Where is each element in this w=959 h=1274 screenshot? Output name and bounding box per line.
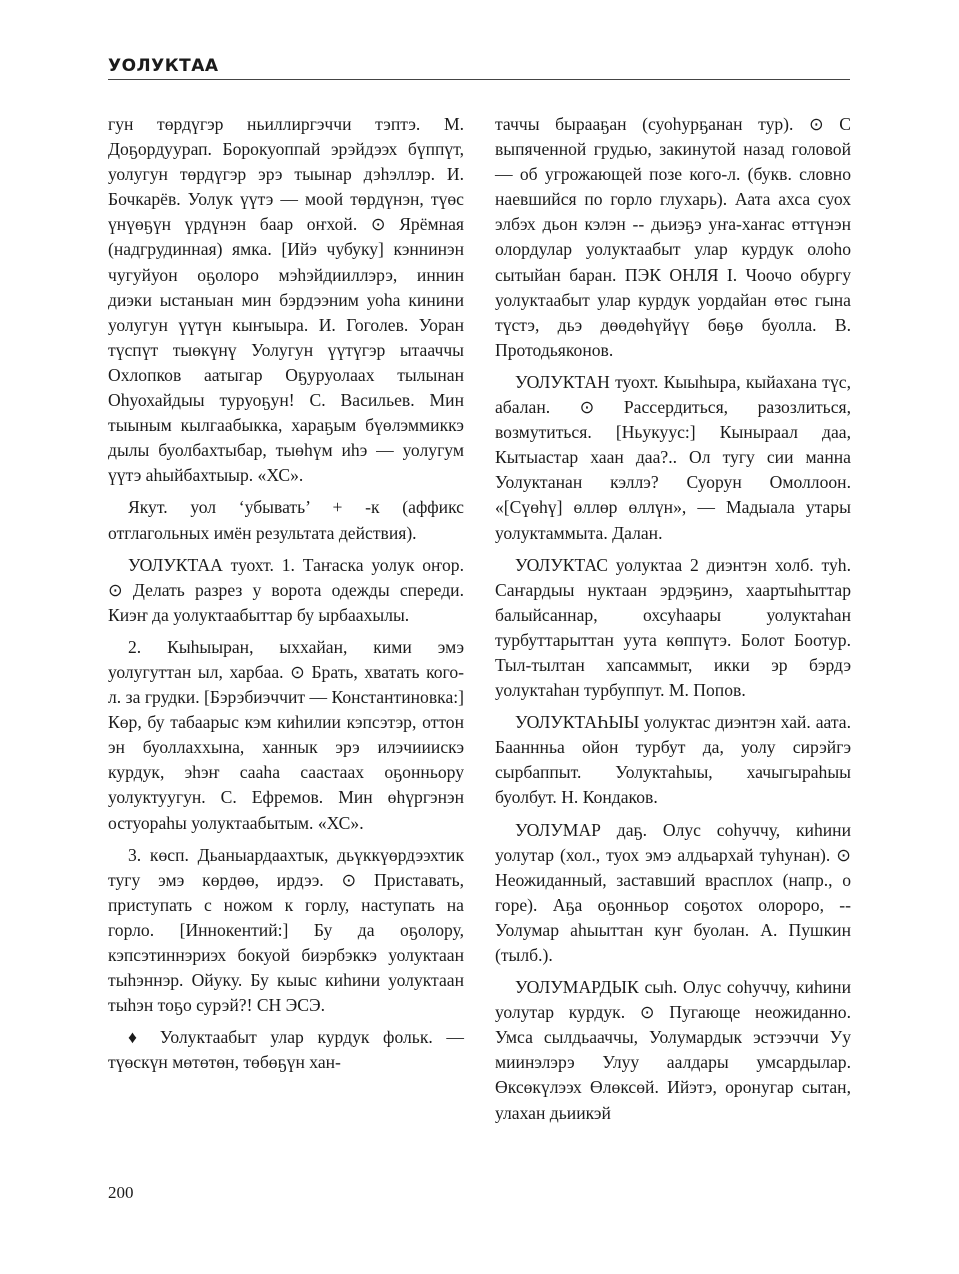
entry-continuation-uoluk: гун төрдүгэр ньиллиргэччи тэптэ. М. Доҕордуурап. Борокуоппай эрэйдээх бүппүт, уолугун төрдүгэр эрэ тыынар дэһэллэр. И. Бочкарёв. Уолук үүтэ — моой төрдүнэн, түөс үнүөҕүн үрдүнэн баар оҥхой. ⊙ Ярёмная (надгрудинная) ямка. [Ийэ чубуку] кэннинэн чугуйуон оҕолоро мэһэйдииллэрэ, иннин диэки ыстаныан мин бэрдээним уоһа кинини уолугун үүтүн кыҥыыра. И. Гоголев. Уоран түспүт тыөкүнү Уолугун үүтүгэр ытааччы Охлопков аатыгар Оҕуруолаах тылынан Оһуохайдыы туруоҕун! С. Васильев. Мин тыыным кылгаабыкка, хараҕым бүөлэммиккэ дылы буолбахтыбар, тыөһүм иһэ — уолугум үүтэ аһыйбахтыыр. «ХС». <box>108 114 464 486</box>
left-column <box>108 112 464 1082</box>
page-number: 200 <box>108 1183 134 1202</box>
entry-uolumar: УОЛУМАР даҕ. Олус соһуччу, киһини уолутар (хол., туох эмэ алдьархай туһунан). ⊙ Неожиданный, заставший врасплох (напр., о горе). Аҕа оҕонньор соҕотох олороро, -- Уолумар аһыыттан куҥ буолан. А. Пушкин (тылб.). <box>495 819 851 965</box>
entry-uolumardyk: УОЛУМАРДЫК сыһ. Олус соһуччу, киһини уолутар курдук. ⊙ Пугающе неожиданно. Умса сылдьааччы, Уолумардык эстээччи Уу миинэлэрэ Улуу аалдары умсардылар. Өксөкүлээх Өлөксөй. Ийэтэ, оронугар сытан, улахан дьиикэй <box>495 977 851 1123</box>
entry-uoluktaa-sense-2: 2. Кыһыыран, ыххайан, кими эмэ уолугуттан ыл, харбаа. ⊙ Брать, хватать кого-л. за грудки. [Бэрэбиэччит — Константиновка:] Көр, бу табаарыс кэм киһилии кэпсэтэр, оттон эн буоллаххына, ханнык эрэ илэчииискэ курдук, эһэҥ сааһа саастаах оҕонньору уолуктуугун. С. Ефремов. Мин өһүргэнэн остуораһы уолуктаабытым. «ХС». <box>108 636 464 833</box>
idiom-uoluktaabyt-ular-kurduk: ♦ Уолуктаабыт улар курдук фольк. — түөскүн мөтөтөн, төбөҕүн хан- <box>108 1027 464 1073</box>
entry-uoluktan: УОЛУКТАН туохт. Кыыһыра, кыйахана түс, абалан. ⊙ Рассердиться, разозлиться, возмутиться. [Ньукуус:] Кыныраал даа, Кытыастар хаан даа?.. Ол тугу сии манна Уолуктанан кэллэ? Суорун Омоллоон. «[Сүөһү] өллөр өллүн», — Мадыала утары уолуктаммыта. Далан. <box>495 371 851 543</box>
running-title: УОЛУКТАА <box>108 56 219 76</box>
idiom-continuation: таччы бырааҕан (суоһурҕанан тур). ⊙ С выпяченной грудью, закинутой назад головой — об угрожающей позе кого-л. (букв. словно наевшийся по горло глухарь). Аата ахса суох элбэх дьон кэлэн -- дьиэҕэ уҥа-хаҥас өттүнэн олордулар уолуктаабыт улар курдук олоһо сытыйан баран. ПЭК ОНЛЯ I. Чоочо обургу уолуктаабыт улар курдук уордайан өтөс гына түстэ, дьэ дөөдөһүйүү бөҕө буолла. В. Протодьяконов. <box>495 114 851 360</box>
right-column <box>495 112 851 1133</box>
header-rule <box>108 79 850 80</box>
etymology-note: Якут. уол ‘убывать’ + -к (аффикс отглагольных имён результата действия). <box>108 497 464 543</box>
entry-uoluktaa-sense-1: УОЛУКТАА туохт. 1. Таҥаска уолук оҥор. ⊙ Делать разрез у ворота одежды спереди. Киэҥ да уолуктаабыттар бу ырбаахылы. <box>108 554 464 625</box>
entry-uoluktas: УОЛУКТАС уолуктаа 2 диэнтэн холб. туһ. Саҥардыы нуктаан эрдэҕинэ, хаартыһыттар балыйсаннар, охсуһаары уолуктаһан турбуттарыттан уута көппүтэ. Болот Боотур. Тыл-тылтан хапсаммыт, икки эр бэрдэ уолуктаһан турбуппут. М. Попов. <box>495 554 851 701</box>
entry-uoluktahyy: УОЛУКТАҺЫЫ уолуктас диэнтэн хай. аата. Бааннньа ойон турбут да, уолу сирэйгэ сырбаппыт. Уолуктаһыы, хачыгыраһыы буолбут. Н. Кондаков. <box>495 712 851 808</box>
entry-uoluktaa-sense-3: 3. көсп. Дьаныардаахтык, дьүккүөрдээхтик тугу эмэ көрдөө, ирдээ. ⊙ Приставать, приступать с ножом к горлу, наступать на горло. [Иннокентий:] Бу да оҕолору, кэпсэтиннэриэх бокуой биэрбэккэ уолуктаан тыһэннэр. Ойуку. Бу кыыс киһини уолуктаан тыһэн тоҕо сурэй?! СН ЭСЭ. <box>108 844 464 1016</box>
